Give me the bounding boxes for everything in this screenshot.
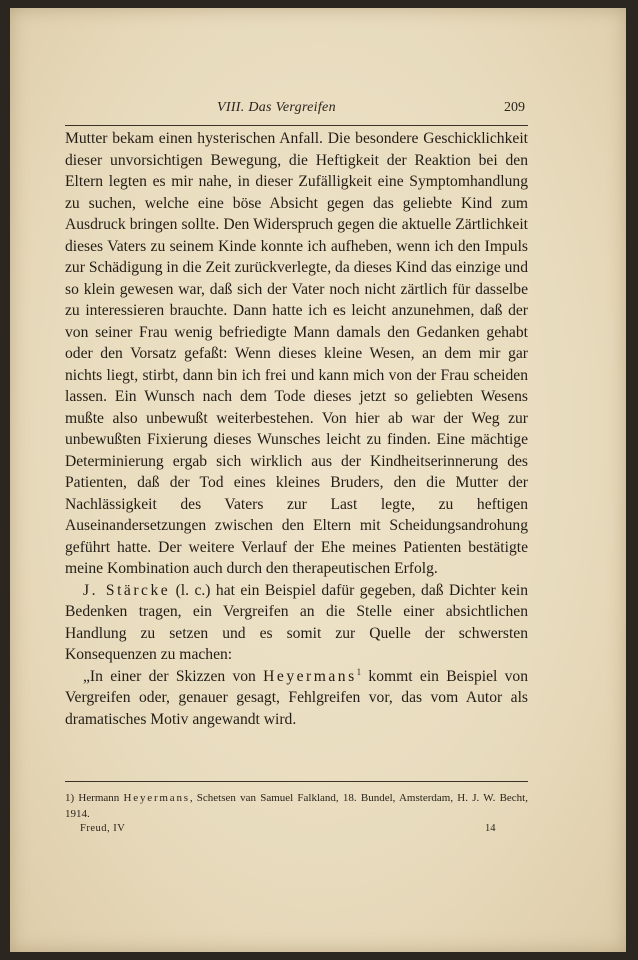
sheet-number: 14 (485, 823, 496, 834)
printer-signature: Freud, IV (80, 823, 126, 834)
paragraph-3-text: kommt ein Beispiel von Vergreifen oder, genauer gesagt, Fehlgreifen vor, das vom Autor als dramatisches Motiv angewandt wird. (65, 667, 529, 728)
paragraph-3 (65, 666, 528, 731)
footnote-reference: 1 (356, 666, 362, 677)
paragraph-3-start: „In einer der Skizzen von (83, 667, 264, 685)
footnote-rule (65, 781, 528, 782)
paragraph-1: Mutter bekam einen hysterischen Anfall. Die besondere Geschicklichkeit dieser unvorsichtigen Bewegung, die Heftigkeit der Reaktion bei den Eltern legten es mir nahe, in dieser Zufälligkeit eine Symptomhandlung zu suchen, welche eine böse Absicht gegen das geliebte Kind zum Ausdruck bringen sollte. Den Widerspruch gegen die aktuelle Zärtlichkeit dieses Vaters zu seinem Kinde konnte ich aufheben, wenn ich den Impuls zur Schädigung in die Zeit zurückverlegte, da dieses Kind das einzige und so klein gewesen war, daß sich der Vater noch nicht zärtlich für dasselbe zu interessieren brauchte. Dann hatte ich es leicht anzunehmen, daß der von seiner Frau wenig befriedigte Mann damals den Gedanken gehabt oder den Vorsatz gefaßt: Wenn dieses kleine Wesen, an dem mir gar nichts liegt, stirbt, dann bin ich frei und kann mich von der Frau scheiden lassen. Ein Wunsch nach dem Tode dieses jetzt so geliebten Wesens mußte also unbewußt weiterbestehen. Von hier ab war der Weg zur unbewußten Fixierung dieses Wunsches leicht zu finden. Eine mächtige Determinierung ergab sich wirklich aus der Kindheitserinnerung des Patienten, daß der Tod eines kleines Bruders, den die Mutter der Nachlässigkeit des Vaters zur Last legte, zu heftigen Auseinandersetzungen zwischen den Eltern mit Scheidungsandrohung geführt hatte. Der weitere Verlauf der Ehe meines Patienten bestätigte meine Kombination auch durch den therapeutischen Erfolg. (65, 130, 528, 577)
header-rule (65, 125, 528, 126)
author-name-heyermans: Heyermans (263, 667, 357, 685)
paragraph-2 (65, 580, 528, 666)
body-text (65, 128, 528, 730)
footnote-author: Heyermans (123, 792, 190, 804)
book-page (10, 8, 626, 952)
page-number: 209 (504, 100, 525, 115)
footnote (65, 790, 528, 822)
footnote-marker: 1) Hermann (65, 792, 124, 804)
author-name-staercke: J. Stärcke (83, 581, 171, 599)
running-title: VIII. Das Vergreifen (217, 100, 336, 115)
footnote-text: , Schetsen van Samuel Falkland, 18. Bundel, Amsterdam, H. J. W. Becht, 1914. (65, 792, 528, 820)
page-header (10, 100, 626, 122)
paragraph-2-text: (l. c.) hat ein Beispiel dafür gegeben, daß Dichter kein Bedenken tragen, ein Vergreifen an die Stelle einer absichtlichen Handlung zu setzen und es somit zur Quelle der schwersten Konsequenzen zu machen: (65, 581, 529, 663)
page-footer (10, 823, 626, 839)
